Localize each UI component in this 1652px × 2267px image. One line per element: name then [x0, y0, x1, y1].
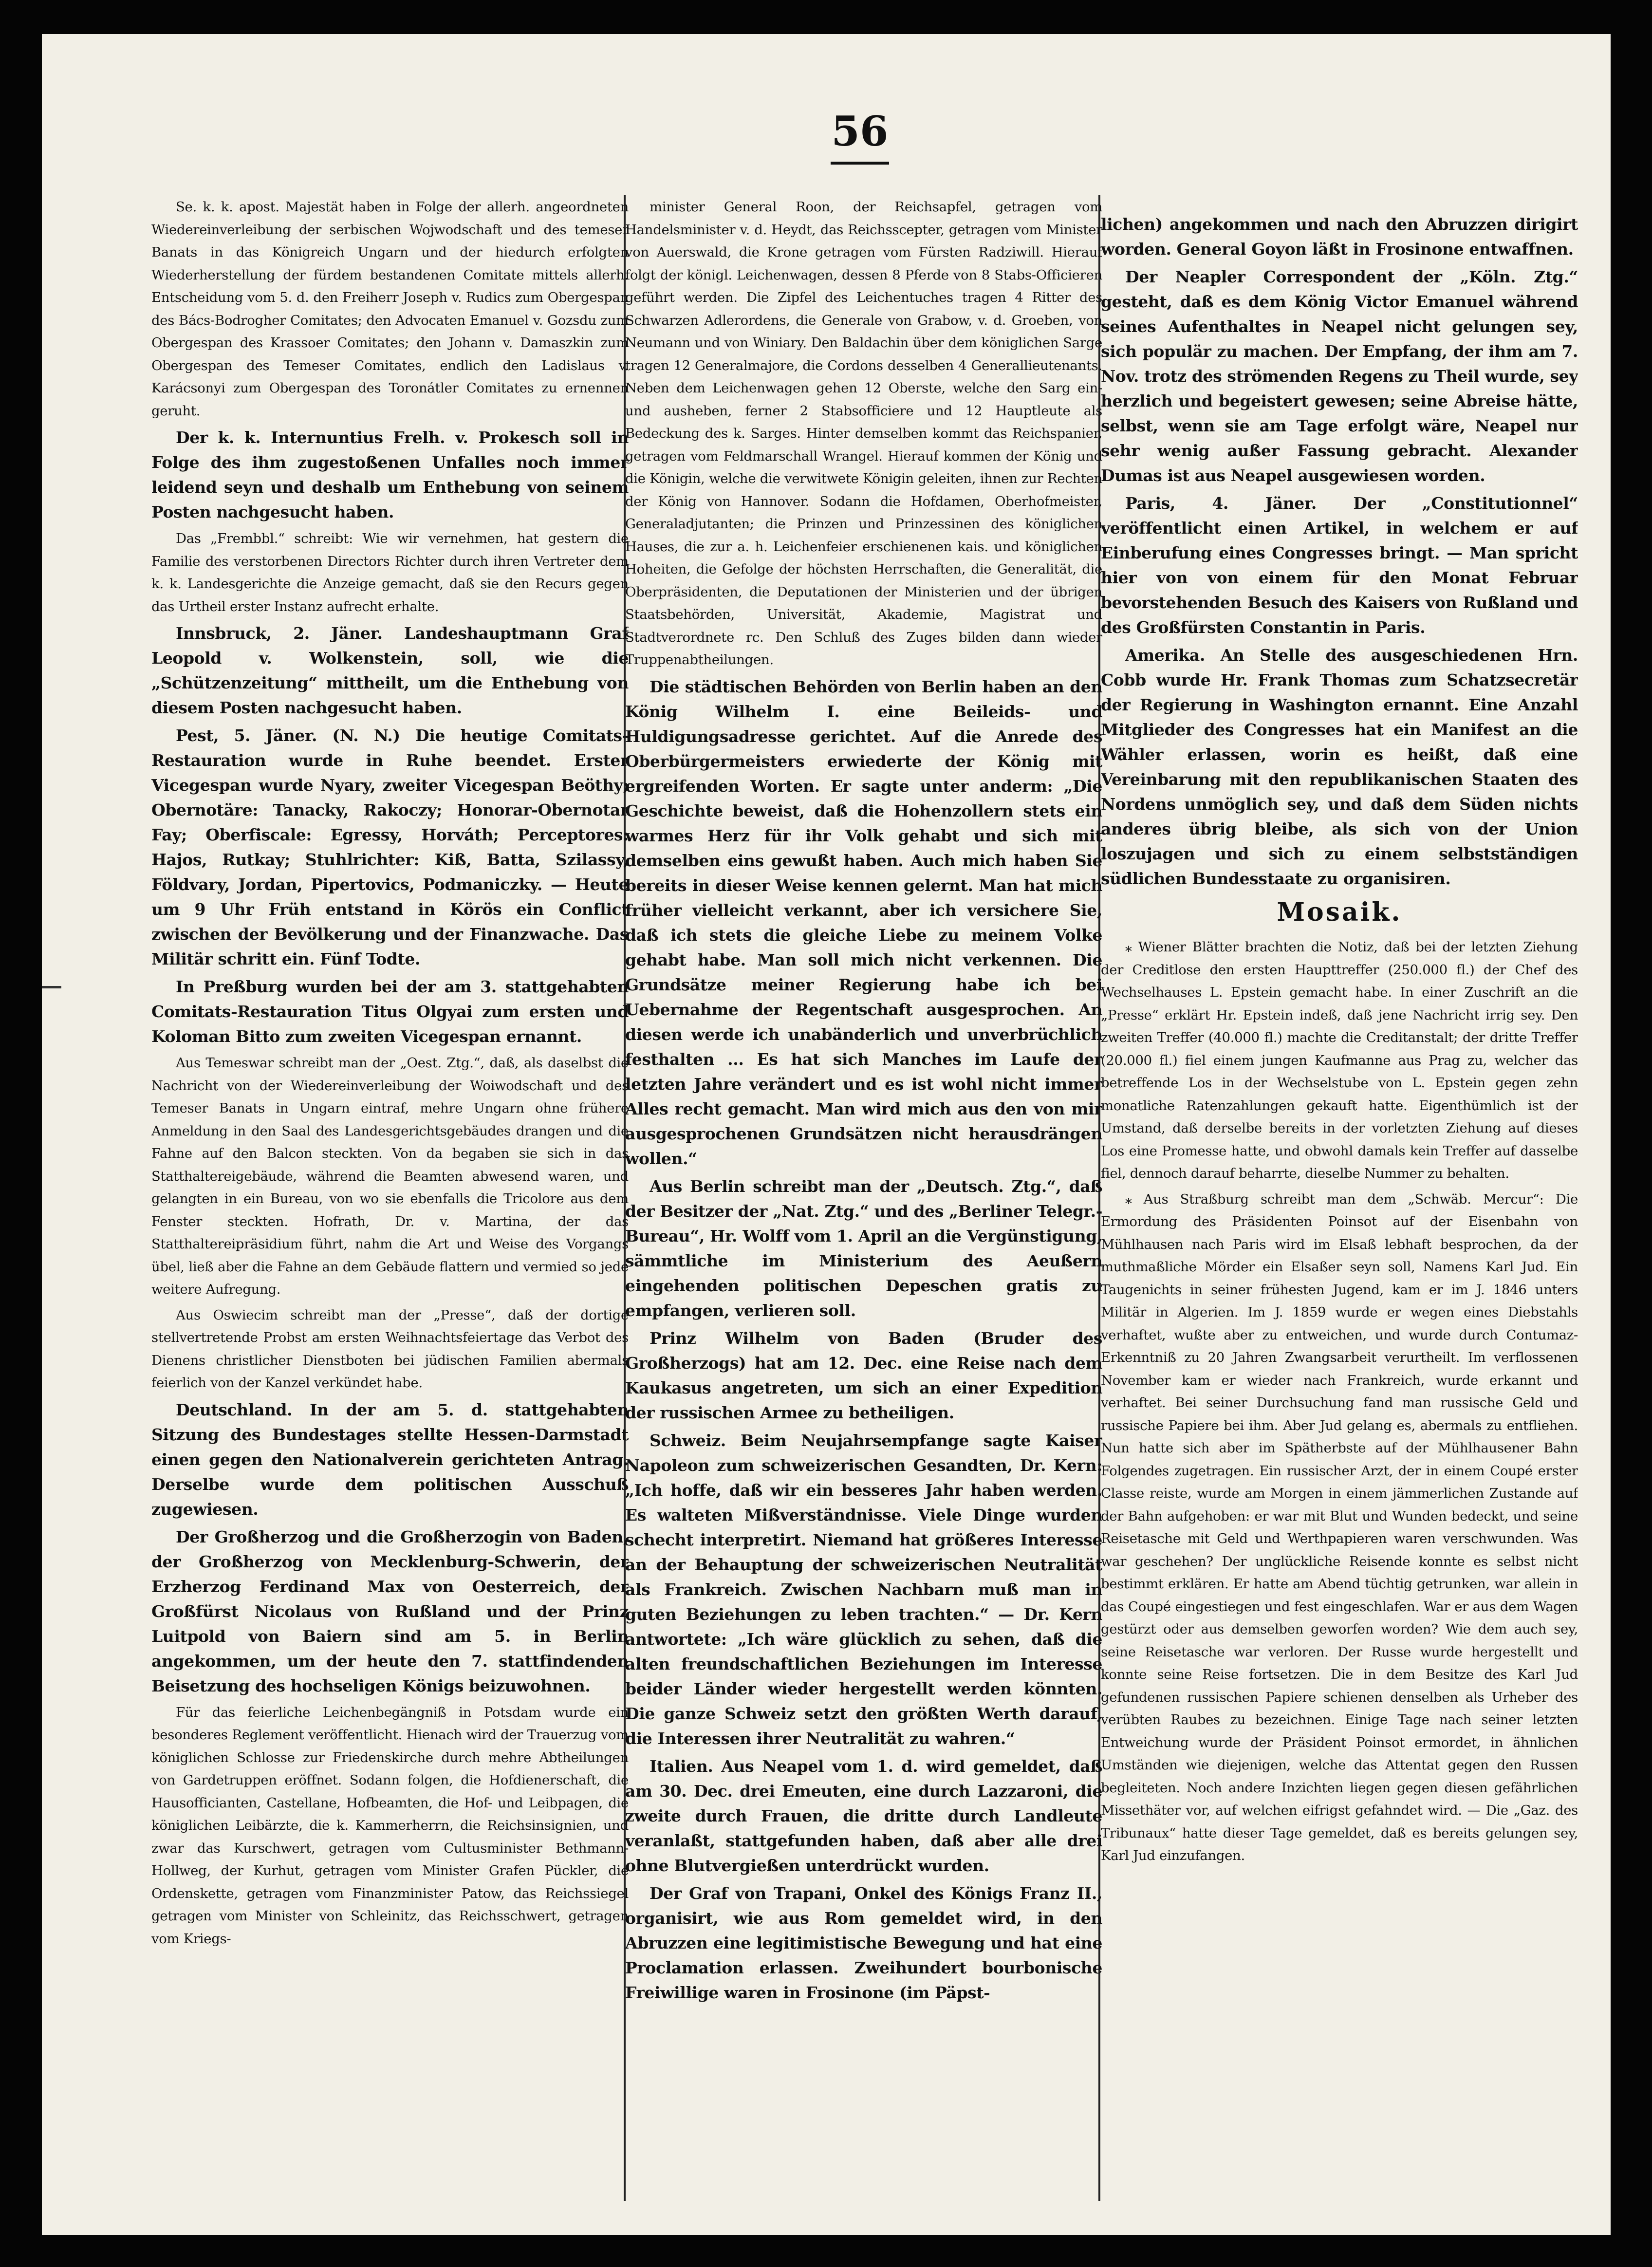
article-paragraph: Deutschland. In der am 5. d. stattgehabten Sitzung des Bundestages stellte Hessen-Darmstadt einen gegen den Nationalverein gerichteten Antrag. Derselbe wurde dem politischen Ausschuß zugewiesen. [151, 1400, 629, 1519]
article-paragraph: ⁎ Aus Straßburg schreibt man dem „Schwäb. Mercur“: Die Ermordung des Präsidenten Poinsot auf der Eisenbahn von Mühlhausen nach Paris wird im Elsaß lebhaft besprochen, da der muthmaßliche Mörder ein Elsaßer seyn soll, Namens Karl Jud. Ein Taugenichts in seiner frühesten Jugend, kam er im J. 1846 unters Militär in Algerien. Im J. 1859 wurde er wegen eines Diebstahls verhaftet, wußte aber zu entweichen, und wurde durch Contumaz-Erkenntniß zu 20 Jahren Zwangsarbeit verurtheilt. Im verflossenen November kam er wieder nach Frankreich, wurde erkannt und verhaftet. Bei seiner Durchsuchung fand man russische Geld und russische Papiere bei ihm. Aber Jud gelang es, abermals zu entfliehen. Nun hatte sich aber im Spätherbste auf der Mühlhausener Bahn Folgendes zugetragen. Ein russischer Arzt, der in einem Coupé erster Classe reiste, wurde am Morgen in einem jämmerlichen Zustande auf der Bahn aufgehoben: er war mit Blut und Wunden bedeckt, und seine Reisetasche mit Geld und Werthpapieren waren verschwunden. Was war geschehen? Der unglückliche Reisende konnte es selbst nicht bestimmt erklären. Er hatte am Abend tüchtig getrunken, war allein in das Coupé eingestiegen und fest eingeschlafen. War er aus dem Wagen gestürzt oder aus demselben geworfen worden? Wie dem auch sey, seine Reisetasche war verloren. Der Russe wurde hergestellt und konnte seine Reise fortsetzen. Die in dem Besitze des Karl Jud gefundenen russischen Papiere schienen denselben als Urheber des verübten Raubes zu bezeichnen. Einige Tage nach seiner letzten Entweichung wurde der Präsident Poinsot ermordet, in ähnlichen Umständen wie diejenigen, welche das Attentat gegen den Russen begleiteten. Noch andere Inzichten liegen gegen diesen gefährlichen Missethäter vor, auf welchen eifrigst gefahndet wird. — Die „Gaz. des Tribunaux“ hatte dieser Tage gemeldet, daß es bereits gelungen sey, Karl Jud einzufangen. [1101, 1191, 1578, 1863]
article-paragraph: lichen) angekommen und nach den Abruzzen dirigirt worden. General Goyon läßt in Frosinone entwaffnen. [1101, 215, 1578, 259]
article-paragraph: minister General Roon, der Reichsapfel, getragen vom Handelsminister v. d. Heydt, das Reichsscepter, getragen vom Minister von Auerswald, die Krone getragen vom Fürsten Radziwill. Hierauf folgt der königl. Leichenwagen, dessen 8 Pferde von 8 Stabs-Officieren geführt werden. Die Zipfel des Leichentuches tragen 4 Ritter des Schwarzen Adlerordens, die Generale von Grabow, v. d. Groeben, von Neumann und von Winiary. Den Baldachin über dem königlichen Sarge tragen 12 Generalmajore, die Cordons desselben 4 Generallieutenants. Neben dem Leichenwagen gehen 12 Oberste, welche den Sarg ein- und ausheben, ferner 2 Stabsofficiere und 12 Hauptleute als Bedeckung des k. Sarges. Hinter demselben kommt das Reichspanier, getragen vom Feldmarschall Wrangel. Hierauf kommen der König und die Königin, welche die verwitwete Königin geleiten, ihnen zur Rechten der König von Hannover. Sodann die Hofdamen, Oberhofmeister, Generaladjutanten; die Prinzen und Prinzessinen des königlichen Hauses, die zur a. h. Leichenfeier erschienenen kais. und königlichen Hoheiten, die Gefolge der höchsten Herrschaften, die Generalität, die Oberpräsidenten, die Deputationen der Ministerien und der übrigen Staatsbehörden, Universität, Akademie, Magistrat und Stadtverordnete rc. Den Schluß des Zuges bilden dann wieder Truppenabtheilungen. [625, 199, 1102, 668]
article-paragraph: Innsbruck, 2. Jäner. Landeshauptmann Graf Leopold v. Wolkenstein, soll, wie die „Schützenzeitung“ mittheilt, um die Enthebung von diesem Posten nachgesucht haben. [151, 624, 629, 717]
article-paragraph: Aus Temeswar schreibt man der „Oest. Ztg.“, daß, als daselbst die Nachricht von der Wiedereinverleibung der Woiwodschaft und des Temeser Banats in Ungarn eintraf, mehre Ungarn ohne frühere Anmeldung in den Saal des Landesgerichtsgebäudes drangen und die Fahne auf den Balcon steckten. Von da begaben sie sich in das Statthaltereigebäude, während die Beamten abwesend waren, und gelangten in ein Bureau, von wo sie ebenfalls die Tricolore aus dem Fenster steckten. Hofrath, Dr. v. Martina, der das Statthaltereipräsidium führt, nahm die Art und Weise des Vorgangs übel, ließ aber die Fahne an dem Gebäude flattern und vermied so jede weitere Aufregung. [151, 1055, 629, 1297]
article-paragraph: Der Graf von Trapani, Onkel des Königs Franz II., organisirt, wie aus Rom gemeldet wird, in den Abruzzen eine legitimistische Bewegung und hat eine Proclamation erlassen. Zweihundert bourbonische Freiwillige waren in Frosinone (im Päpst- [625, 1883, 1102, 2002]
article-paragraph: Aus Oswiecim schreibt man der „Presse“, daß der dortige stellvertretende Probst am ersten Weihnachtsfeiertage das Verbot des Dienens christlicher Dienstboten bei jüdischen Familien abermals feierlich von der Kanzel verkündet habe. [151, 1307, 629, 1391]
article-paragraph: Pest, 5. Jäner. (N. N.) Die heutige Comitats-Restauration wurde in Ruhe beendet. Erster Vicegespan wurde Nyary, zweiter Vicegespan Beöthy; Obernotäre: Tanacky, Rakoczy; Honorar-Obernotar Fay; Oberfiscale: Egressy, Horváth; Perceptores: Hajos, Rutkay; Stuhlrichter: Kiß, Batta, Szilassy, Földvary, Jordan, Pipertovics, Podmaniczky. — Heute um 9 Uhr Früh entstand in Körös ein Conflict zwischen der Bevölkerung und der Finanzwache. Das Militär schritt ein. Fünf Todte. [151, 726, 629, 968]
article-paragraph: Se. k. k. apost. Majestät haben in Folge der allerh. angeordneten Wiedereinverleibung der serbischen Wojwodschaft und des temeser Banats in das Königreich Ungarn und der hiedurch erfolgten Wiederherstellung der fürdem bestandenen Comitate mittels allerh. Entscheidung vom 5. d. den Freiherr Joseph v. Rudics zum Obergespan des Bács-Bodrogher Comitates; den Advocaten Emanuel v. Gozsdu zum Obergespan des Krassoer Comitates; den Johann v. Damaszkin zum Obergespan des Temeser Comitates, endlich den Ladislaus v. Karácsonyi zum Obergespan des Toronátler Comitates zu ernennen geruht. [151, 199, 629, 419]
article-paragraph: Das „Frembbl.“ schreibt: Wie wir vernehmen, hat gestern die Familie des verstorbenen Directors Richter durch ihren Vertreter dem k. k. Landesgerichte die Anzeige gemacht, daß sie den Recurs gegen das Urtheil erster Instanz aufrecht erhalte. [151, 531, 629, 614]
article-paragraph: Prinz Wilhelm von Baden (Bruder des Großherzogs) hat am 12. Dec. eine Reise nach dem Kaukasus angetreten, um sich an einer Expedition der russischen Armee zu betheiligen. [625, 1328, 1102, 1422]
article-paragraph: Schweiz. Beim Neujahrsempfange sagte Kaiser Napoleon zum schweizerischen Gesandten, Dr. Kern: „Ich hoffe, daß wir ein besseres Jahr haben werden. Es walteten Mißverständnisse. Viele Dinge wurden schecht interpretirt. Niemand hat größeres Interesse an der Behauptung der schweizerischen Neutralität als Frankreich. Zwischen Nachbarn muß man in guten Beziehungen zu leben trachten.“ — Dr. Kern antwortete: „Ich wäre glücklich zu sehen, daß die alten freundschaftlichen Beziehungen im Interesse beider Länder wieder hergestellt werden könnten. Die ganze Schweiz setzt den größten Werth darauf, die Interessen ihrer Neutralität zu wahren.“ [625, 1431, 1102, 1748]
article-paragraph: In Preßburg wurden bei der am 3. stattgehabten Comitats-Restauration Titus Olgyai zum ersten und Koloman Bitto zum zweiten Vicegespan ernannt. [151, 977, 629, 1046]
column-3-news [1101, 212, 1578, 891]
article-paragraph: Aus Berlin schreibt man der „Deutsch. Ztg.“, daß der Besitzer der „Nat. Ztg.“ und des „Berliner Telegr.-Bureau“, Hr. Wolff vom 1. April an die Vergünstigung, sämmtliche im Ministerium des Aeußern eingehenden politischen Depeschen gratis zu empfangen, verlieren soll. [625, 1176, 1102, 1320]
article-paragraph: ⁎ Wiener Blätter brachten die Notiz, daß bei der letzten Ziehung der Creditlose den ersten Haupttreffer (250.000 fl.) der Chef des Wechselhauses L. Epstein gemacht habe. In einer Zuschrift an die „Presse“ erklärt Hr. Epstein indeß, daß jene Nachricht irrig sey. Den zweiten Treffer (40.000 fl.) machte die Creditanstalt; der dritte Treffer (20.000 fl.) fiel einem jungen Kaufmanne aus Prag zu, welcher das betreffende Los in der Wechselstube von L. Epstein gegen zehn monatliche Ratenzahlungen gekauft hatte. Eigenthümlich ist der Umstand, daß derselbe bereits in der vorletzten Ziehung auf dieses Los eine Promesse hatte, und obwohl damals kein Treffer auf dasselbe fiel, dennoch darauf beharrte, dieselbe Nummer zu behalten. [1101, 939, 1578, 1181]
column-3 [1101, 212, 1578, 2218]
mosaik-section [1101, 936, 1578, 1867]
article-paragraph: Für das feierliche Leichenbegängniß in Potsdam wurde ein besonderes Reglement veröffentlicht. Hienach wird der Trauerzug vom königlichen Schlosse zur Friedenskirche durch mehre Abtheilungen von Gardetruppen eröffnet. Sodann folgen, die Hofdienerschaft, die Hausofficianten, Castellane, Hofbeamten, die Hof- und Leibpagen, die königlichen Leibärzte, die k. Kammerherrn, die Reichsinsignien, und zwar das Kurschwert, getragen vom Cultusminister Bethmann-Hollweg, der Kurhut, getragen vom Minister Grafen Pückler, die Ordenskette, getragen vom Finanzminister Patow, das Reichssiegel getragen vom Minister von Schleinitz, das Reichsschwert, getragen vom Kriegs- [151, 1704, 629, 1947]
page-number-rule [831, 162, 889, 165]
article-paragraph: Amerika. An Stelle des ausgeschiedenen Hrn. Cobb wurde Hr. Frank Thomas zum Schatzsecretär der Regierung in Washington ernannt. Eine Anzahl Mitglieder des Congresses hat ein Manifest an die Wähler erlassen, worin es heißt, daß eine Vereinbarung mit den republikanischen Staaten des Nordens unmöglich sey, und daß dem Süden nichts anderes übrig bleibe, als sich von der Union loszujagen und sich zu einem selbstständigen südlichen Bundesstaate zu organisiren. [1101, 646, 1578, 888]
article-paragraph: Italien. Aus Neapel vom 1. d. wird gemeldet, daß am 30. Dec. drei Emeuten, eine durch Lazzaroni, die zweite durch Frauen, die dritte durch Landleute veranlaßt, stattgefunden haben, daß aber alle drei ohne Blutvergießen unterdrückt wurden. [625, 1756, 1102, 1875]
column-2 [625, 196, 1102, 2202]
article-paragraph: Der k. k. Internuntius Frelh. v. Prokesch soll in Folge des ihm zugestoßenen Unfalles noch immer leidend seyn und deshalb um Enthebung von seinem Posten nachgesucht haben. [151, 428, 629, 521]
article-paragraph: Paris, 4. Jäner. Der „Constitutionnel“ veröffentlicht einen Artikel, in welchem er auf Einberufung eines Congresses bringt. — Man spricht hier von von einem für den Monat Februar bevorstehenden Besuch des Kaisers von Rußland und des Großfürsten Constantin in Paris. [1101, 494, 1578, 637]
page-number: 56 [831, 107, 889, 155]
article-paragraph: Der Großherzog und die Großherzogin von Baden, der Großherzog von Mecklenburg-Schwerin, der Erzherzog Ferdinand Max von Oesterreich, der Großfürst Nicolaus von Rußland und der Prinz Luitpold von Baiern sind am 5. in Berlin angekommen, um der heute den 7. stattfindenden Beisetzung des hochseligen Königs beizuwohnen. [151, 1527, 629, 1695]
newspaper-page [42, 34, 1611, 2235]
margin-mark [42, 986, 61, 988]
mosaik-heading: Mosaik. [1277, 897, 1402, 927]
article-paragraph: Der Neapler Correspondent der „Köln. Ztg.“ gesteht, daß es dem König Victor Emanuel während seines Aufenthaltes in Neapel nicht gelungen sey, sich populär zu machen. Der Empfang, der ihm am 7. Nov. trotz des strömenden Regens zu Theil wurde, sey herzlich und begeistert gewesen; seine Abreise hätte, selbst, wenn sie am Tage erfolgt wäre, Neapel nur sehr wenig außer Fassung gebracht. Alexander Dumas ist aus Neapel ausgewiesen worden. [1101, 267, 1578, 485]
article-paragraph: Die städtischen Behörden von Berlin haben an den König Wilhelm I. eine Beileids- und Huldigungsadresse gerichtet. Auf die Anrede des Oberbürgermeisters erwiederte der König mit ergreifenden Worten. Er sagte unter anderm: „Die Geschichte beweist, daß die Hohenzollern stets ein warmes Herz für ihr Volk gehabt und sich mit demselben eins gewußt haben. Auch mich haben Sie bereits in dieser Weise kennen gelernt. Man hat mich früher vielleicht verkannt, aber ich versichere Sie, daß ich stets die gleiche Liebe zu meinem Volke gehabt habe. Man soll mich nicht verkennen. Die Grundsätze meiner Regierung habe ich bei Uebernahme der Regentschaft ausgesprochen. An diesen werde ich unabänderlich und unverbrüchlich festhalten ... Es hat sich Manches im Laufe der letzten Jahre verändert und es ist wohl nicht immer Alles recht gemacht. Man wird mich aus den von mir ausgesprochenen Grundsätzen nicht herausdrängen wollen.“ [625, 677, 1102, 1168]
column-1 [151, 196, 629, 2202]
